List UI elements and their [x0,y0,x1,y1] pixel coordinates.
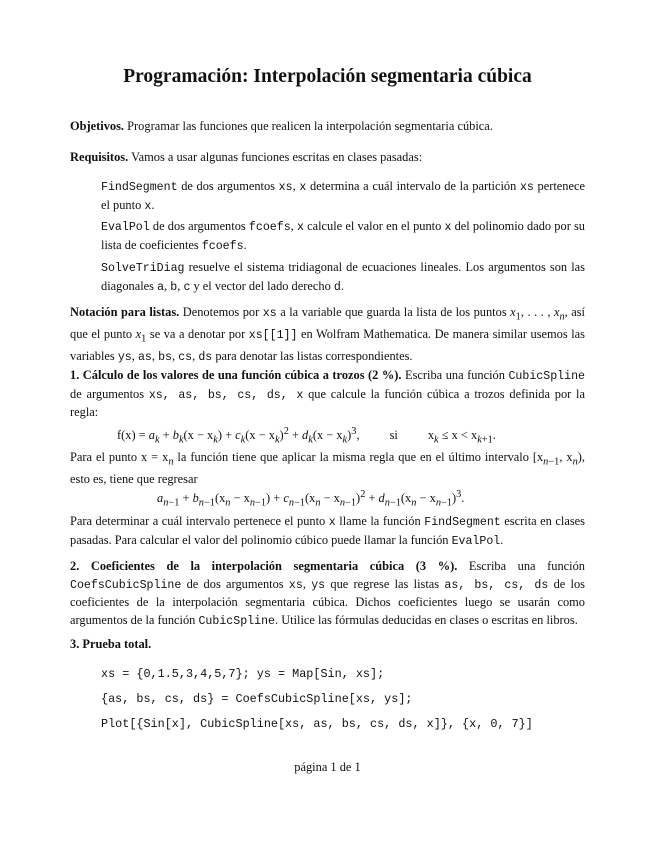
section3-heading: 3. Prueba total. [70,637,152,651]
code-line: xs = {0,1.5,3,4,5,7}; ys = Map[Sin, xs]; [101,667,385,681]
section2-paragraph: 2. Coeficientes de la interpolación segmentaria cúbica (3 %). Escriba una función CoefsCubicSpline de dos argumentos xs, ys que regrese las listas as, bs, cs, ds de los coeficientes de la interpolación segmentaria cúbica. Dichos coeficientes luego se usarán como argumentos de la función CubicSpline. Utilice las fórmulas deducidas en clases o escritas en libros. [70,559,586,628]
section2-heading: 2. Coeficientes de la interpolación segmentaria cúbica (3 %). [70,559,458,573]
objetivos-paragraph [70,118,585,136]
page-title: Programación: Interpolación segmentaria cúbica [123,66,532,87]
spline-formula: $f(x) = a_k + b_k(x - x_k) + c_k(x - x_k)^2 + d_k(x - x_k)^3$, si $x_k \le x < x_{k+1}$. [117,426,496,446]
objetivos-text: Programar las funciones que realicen la interpolación segmentaria cúbica. [127,119,493,133]
requisitos-heading: Requisitos. [70,150,129,164]
code-line: {as, bs, cs, ds} = CoefsCubicSpline[xs, ys]; [101,692,413,706]
notacion-paragraph: Notación para listas. Denotemos por xs a la variable que guarda la lista de los puntos $x_1$, . . . , $x_n$, así que el punto $x_1$ se va a denotar por xs[[1]] en Wolfram Mathematica. De manera similar usemos las variables ys, as, bs, cs, ds para denotar las listas correspondientes. [70,305,585,365]
requisito-item: FindSegment de dos argumentos xs, x determina a cuál intervalo de la partición xs pertenece el punto x. [101,179,586,213]
last-interval-formula: $a_{n-1} + b_{n-1}(x_n - x_{n-1}) + c_{n-1}(x_n - x_{n-1})^2 + d_{n-1}(x_n - x_{n-1})^3$. [157,489,465,509]
page-footer: página 1 de 1 [294,760,361,774]
section1-paragraph: 1. Cálculo de los valores de una función cúbica a trozos (2 %). Escriba una función CubicSpline de argumentos xs, as, bs, cs, ds, x que calcule la función cúbica a trozos definida por la regla: [70,368,585,420]
section1-paragraph3: Para determinar a cuál intervalo pertenece el punto x llame la función FindSegment escrita en clases pasadas. Para calcular el valor del polinomio cúbico puede llamar la función EvalPol. [70,514,585,548]
requisitos-paragraph [70,149,585,167]
code-line: Plot[{Sin[x], CubicSpline[xs, as, bs, cs, ds, x]}, {x, 0, 7}] [101,717,533,731]
requisito-item: EvalPol de dos argumentos fcoefs, x calcule el valor en el punto x del polinomio dado por su lista de coeficientes fcoefs. [101,219,586,253]
requisitos-text: Vamos a usar algunas funciones escritas en clases pasadas: [131,150,423,164]
requisito-item: SolveTriDiag resuelve el sistema tridiagonal de ecuaciones lineales. Los argumentos son las diagonales a, b, c y el vector del lado derecho d. [101,260,585,294]
objetivos-heading: Objetivos. [70,119,125,133]
section1-paragraph2: Para el punto $x = x_n$ la función tiene que aplicar la misma regla que en el último intervalo [$x_{n-1}$, $x_n$), esto es, tiene que regresar [70,450,586,487]
section1-heading: 1. Cálculo de los valores de una función cúbica a trozos (2 %). [70,368,402,382]
